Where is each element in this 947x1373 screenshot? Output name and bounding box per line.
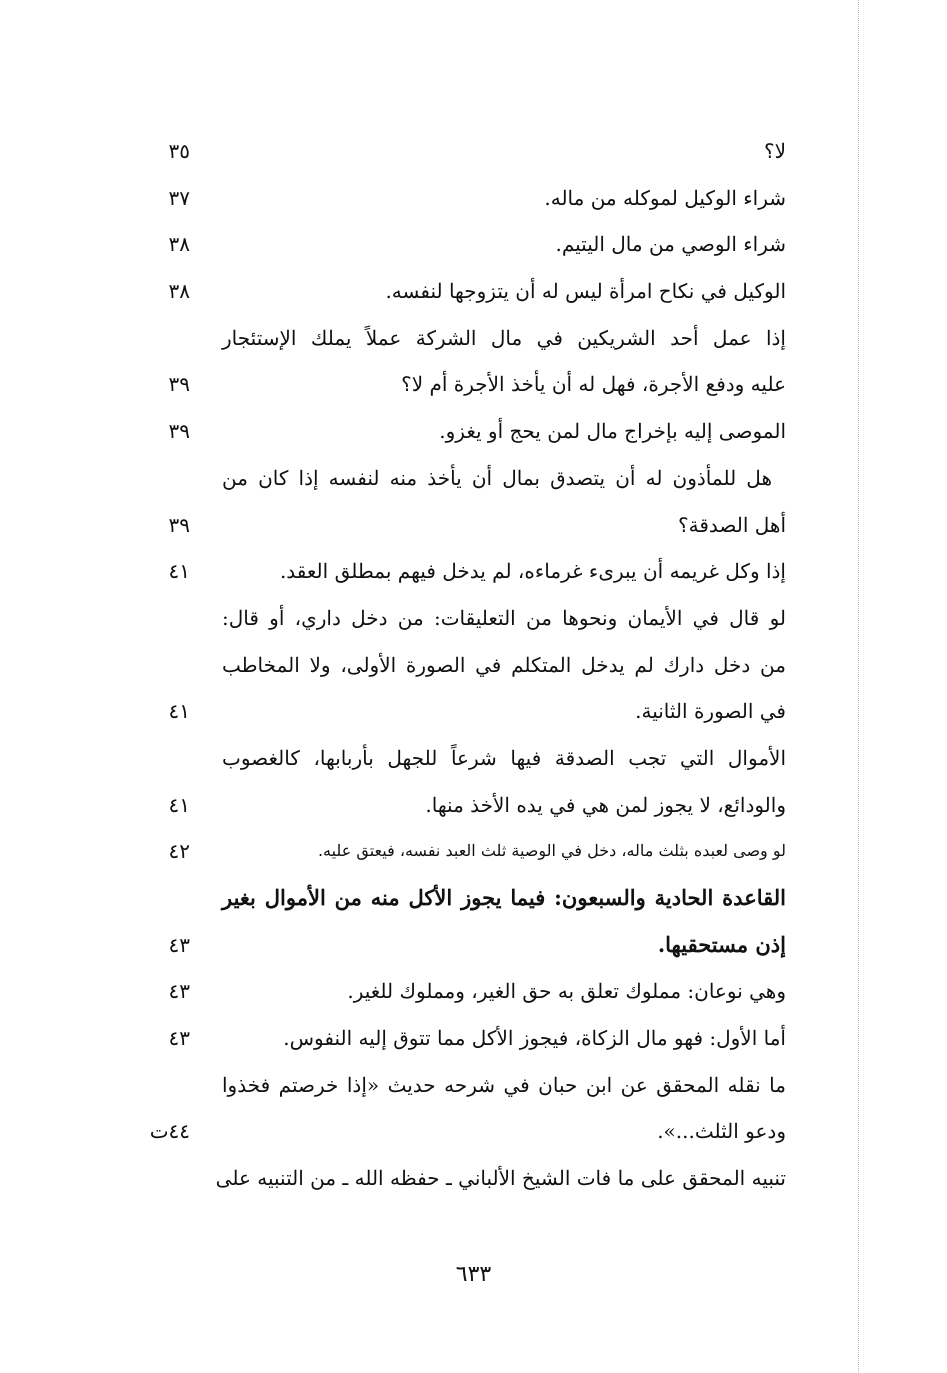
toc-row: [138, 408, 786, 455]
toc-entry-text: لو قال في الأيمان ونحوها من التعليقات: من دخل داري، أو قال:: [222, 605, 786, 630]
toc-page-number: ٣٩: [168, 372, 190, 397]
toc-page-number: ٣٨: [168, 279, 190, 304]
toc-entry-text: أما الأول: فهو مال الزكاة، فيجوز الأكل مما تتوق إليه النفوس.: [283, 1026, 786, 1051]
toc-row: [138, 1062, 786, 1109]
toc-entry-text: إذا عمل أحد الشريكين في مال الشركة عملاً يملك الإستئجار: [222, 325, 786, 350]
toc-page-number: ٣٥: [168, 139, 190, 163]
toc-page-number: ٤٣: [168, 932, 190, 957]
toc-row: [138, 968, 786, 1015]
table-of-contents: [138, 128, 786, 1202]
toc-entry-text: لا؟: [763, 139, 786, 163]
toc-row: [138, 922, 786, 969]
toc-row: [138, 221, 786, 268]
toc-page-number: ٤٤ت: [149, 1119, 190, 1144]
toc-row: [138, 361, 786, 408]
toc-page-number: ٤٣: [168, 1026, 190, 1051]
toc-row: [138, 782, 786, 829]
toc-entry-text: الوكيل في نكاح امرأة ليس له أن يتزوجها لنفسه.: [385, 279, 786, 304]
toc-page-number: ٣٩: [168, 512, 190, 537]
toc-row: [138, 642, 786, 689]
toc-page-number: ٤٢: [168, 839, 190, 864]
toc-row: [138, 455, 786, 502]
toc-entry-text: ما نقله المحقق عن ابن حبان في شرحه حديث «إذا خرصتم فخذوا: [222, 1072, 786, 1097]
toc-row: [138, 828, 786, 875]
toc-page-number: ٣٨: [168, 232, 190, 257]
toc-entry-text: إذا وكل غريمه أن يبرىء غرماءه، لم يدخل فيهم بمطلق العقد.: [279, 559, 786, 584]
toc-page-number: ٤٣: [168, 979, 190, 1004]
toc-page-number: ٤١: [168, 699, 190, 724]
toc-row: [138, 735, 786, 782]
toc-row: [138, 548, 786, 595]
toc-heading-text: القاعدة الحادية والسبعون: فيما يجوز الأكل منه من الأموال بغير: [222, 885, 786, 910]
toc-heading-text: إذن مستحقيها.: [657, 931, 786, 957]
toc-entry-text: شراء الوكيل لموكله من ماله.: [544, 185, 786, 210]
toc-row: [138, 1015, 786, 1062]
toc-entry-text: شراء الوصي من مال اليتيم.: [555, 232, 786, 257]
toc-row: [138, 315, 786, 362]
toc-entry-text: هل للمأذون له أن يتصدق بمال أن يأخذ منه لنفسه إذا كان من: [222, 465, 772, 490]
toc-row: [138, 268, 786, 315]
toc-row: [138, 1108, 786, 1155]
toc-entry-text: أهل الصدقة؟: [678, 512, 786, 537]
toc-entry-text: ودعو الثلث...».: [657, 1119, 786, 1144]
toc-row: [138, 875, 786, 922]
toc-row: [138, 502, 786, 549]
page-edge-divider: [858, 0, 859, 1373]
toc-page-number: ٤١: [168, 559, 190, 584]
toc-entry-text: تنبيه المحقق على ما فات الشيخ الألباني ـ حفظه الله ـ من التنبيه على: [215, 1166, 786, 1191]
toc-entry-text: وهي نوعان: مملوك تعلق به حق الغير، ومملوك للغير.: [347, 979, 786, 1004]
toc-entry-text: من دخل دارك لم يدخل المتكلم في الصورة الأولى، ولا المخاطب: [222, 652, 786, 677]
toc-entry-text: والودائع، لا يجوز لمن هي في يده الأخذ منها.: [425, 792, 786, 817]
toc-row: [138, 688, 786, 735]
toc-page-number: ٤١: [168, 792, 190, 817]
toc-row: [138, 595, 786, 642]
toc-entry-text: في الصورة الثانية.: [635, 699, 786, 724]
toc-page-number: ٣٧: [168, 185, 190, 210]
toc-row: [138, 1155, 786, 1202]
toc-entry-text: الموصى إليه بإخراج مال لمن يحج أو يغزو.: [439, 419, 786, 444]
toc-page-number: ٣٩: [168, 419, 190, 444]
page-number: ٦٣٣: [455, 1262, 492, 1287]
toc-entry-text: عليه ودفع الأجرة، فهل له أن يأخذ الأجرة أم لا؟: [401, 372, 786, 397]
toc-row: [138, 175, 786, 222]
toc-entry-text: الأموال التي تجب الصدقة فيها شرعاً للجهل بأربابها، كالغصوب: [222, 745, 786, 770]
toc-entry-text: لو وصى لعبده بثلث ماله، دخل في الوصية ثلث العبد نفسه، فيعتق عليه.: [317, 841, 786, 861]
toc-row: [138, 128, 786, 175]
